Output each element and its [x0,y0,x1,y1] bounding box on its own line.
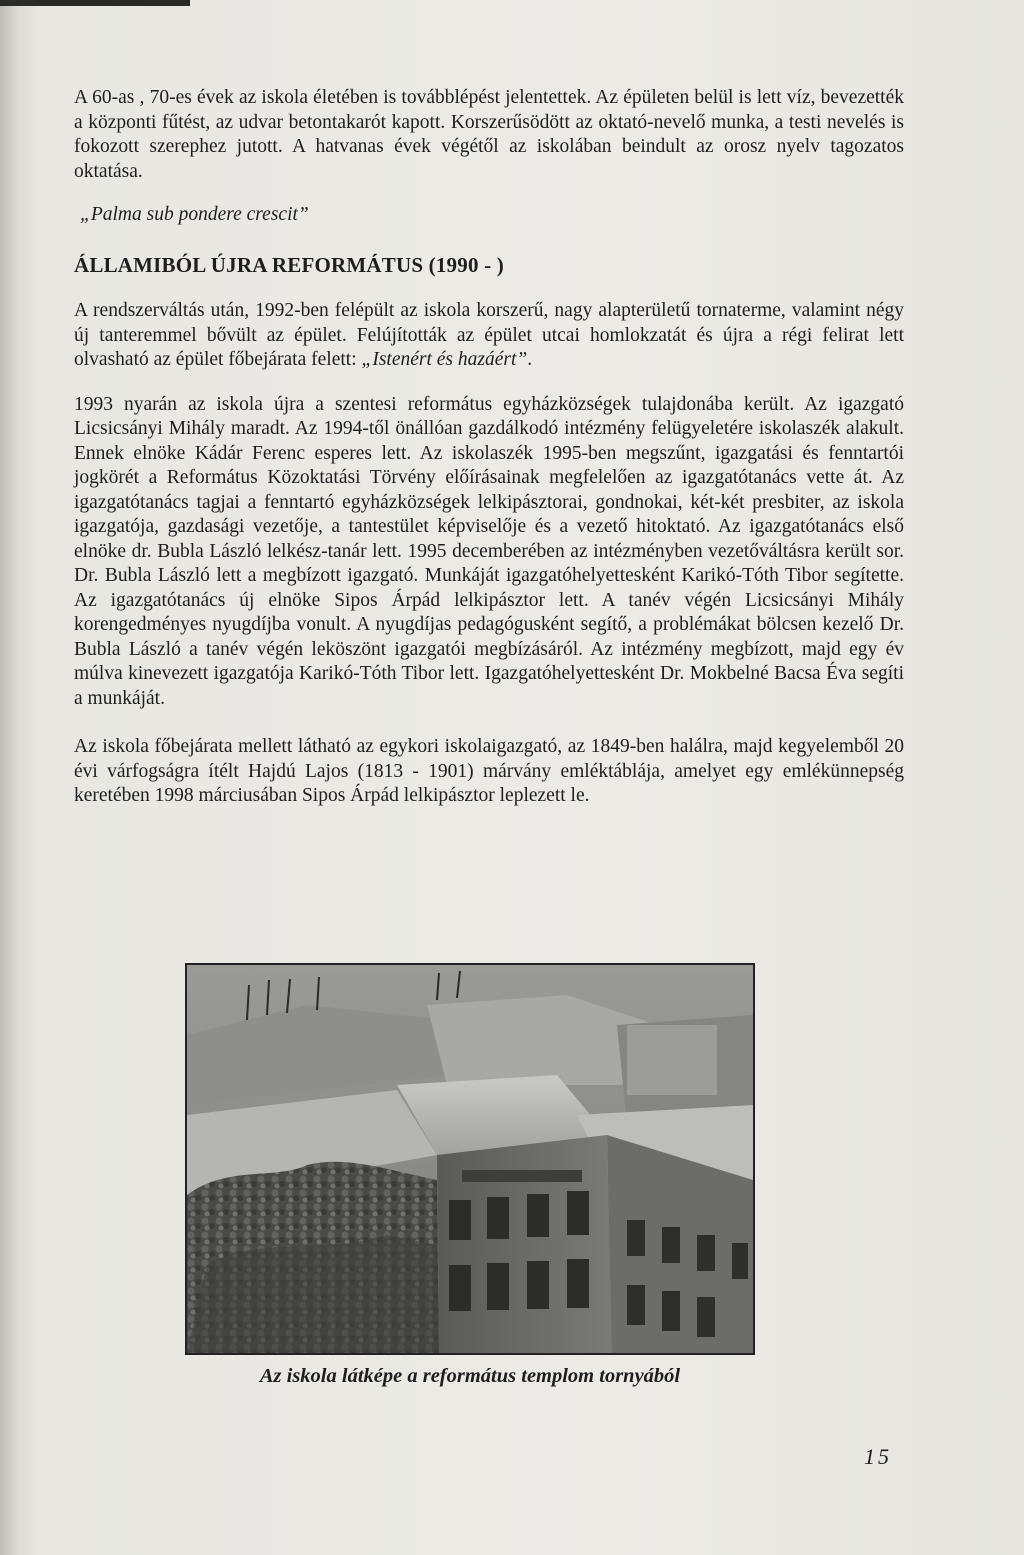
scan-edge-mark [0,0,190,6]
section-heading: ÁLLAMIBÓL ÚJRA REFORMÁTUS (1990 - ) [74,252,504,277]
paragraph-regime-change-text: A rendszerváltás után, 1992-ben felépült az iskola korszerű, nagy alapterületű tornaterme, valamint négy új tanteremmel bővült az épület. Felújították az épület utcai homlokzatát és újra a régi felirat lett olvasható az épület főbejárata felett: [74,300,904,370]
paragraph-60s-70s: A 60-as , 70-es évek az iskola életében is továbblépést jelentettek. Az épületen belül is lett víz, bevezették a központi fűtést, az udvar betontakarót kapott. Korszerűsödött az oktató-nevelő munka, a testi nevelés is fokozott szerephez jutott. A hatvanas évek végétől az iskolában beindult az orosz nyelv tagozatos oktatása. [74,87,904,182]
school-photo [185,963,755,1355]
paragraph-regime-change [74,299,904,373]
paragraph-1993: 1993 nyarán az iskola újra a szentesi református egyházközségek tulajdonába került. Az igazgató Licsicsányi Mihály maradt. Az 1994-től önállóan gazdálkodó intézmény felügyeletére iskolaszék alakult. Ennek elnöke Kádár Ferenc esperes lett. Az iskolaszék 1995-ben megszűnt, igazgatási és fenntartói jogkörét a Református Közoktatási Törvény előírásainak megfelelően az igazgatótanács vette át. Az igazgatótanács tagjai a fenntartó egyházközségek lelkipásztorai, gondnokai, két-két presbiter, az iskola igazgatója, gazdasági vezetője, a tantestület képviselője és a vezető hitoktató. Az igazgatótanács első elnöke dr. Bubla László lelkész-tanár lett. 1995 decemberében az intézményben vezetőváltásra került sor. Dr. Bubla László lett a megbízott igazgató. Munkáját igazgatóhelyettesként Karikó-Tóth Tibor segítette. Az igazgatótanács új elnöke Sipos Árpád lelkipásztor lett. A tanév végén Licsicsányi Mihály korengedményes nyugdíjba vonult. A nyugdíjas pedagógusként segítő, a problémákat bölcsen kezelő Dr. Bubla László a tanév végén leköszönt igazgatói megbízásáról. Az intézmény megbízott, majd egy év múlva kinevezett igazgatója Karikó-Tóth Tibor lett. Igazgatóhelyettesként Dr. Mokbelné Bacsa Éva segíti a munkáját. [74,393,904,709]
inscription-quote: „Istenért és hazáért” [361,349,528,370]
school-photo-image [187,965,753,1353]
paragraph-memorial-plaque: Az iskola főbejárata mellett látható az egykori iskolaigazgató, az 1849-ben halálra, majd kegyelemből 20 évi várfogságra ítélt Hajdú Lajos (1813 - 1901) márvány emléktáblája, amelyet egy emlékünnepség keretében 1998 márciusában Sipos Árpád lelkipásztor leplezett le. [74,736,904,806]
photo-caption: Az iskola látképe a református templom tornyából [259,1365,681,1387]
page-number: 15 [864,1444,892,1469]
motto: „Palma sub pondere crescit” [80,204,309,225]
paragraph-regime-change-end: . [527,349,533,370]
page-content [74,86,904,809]
